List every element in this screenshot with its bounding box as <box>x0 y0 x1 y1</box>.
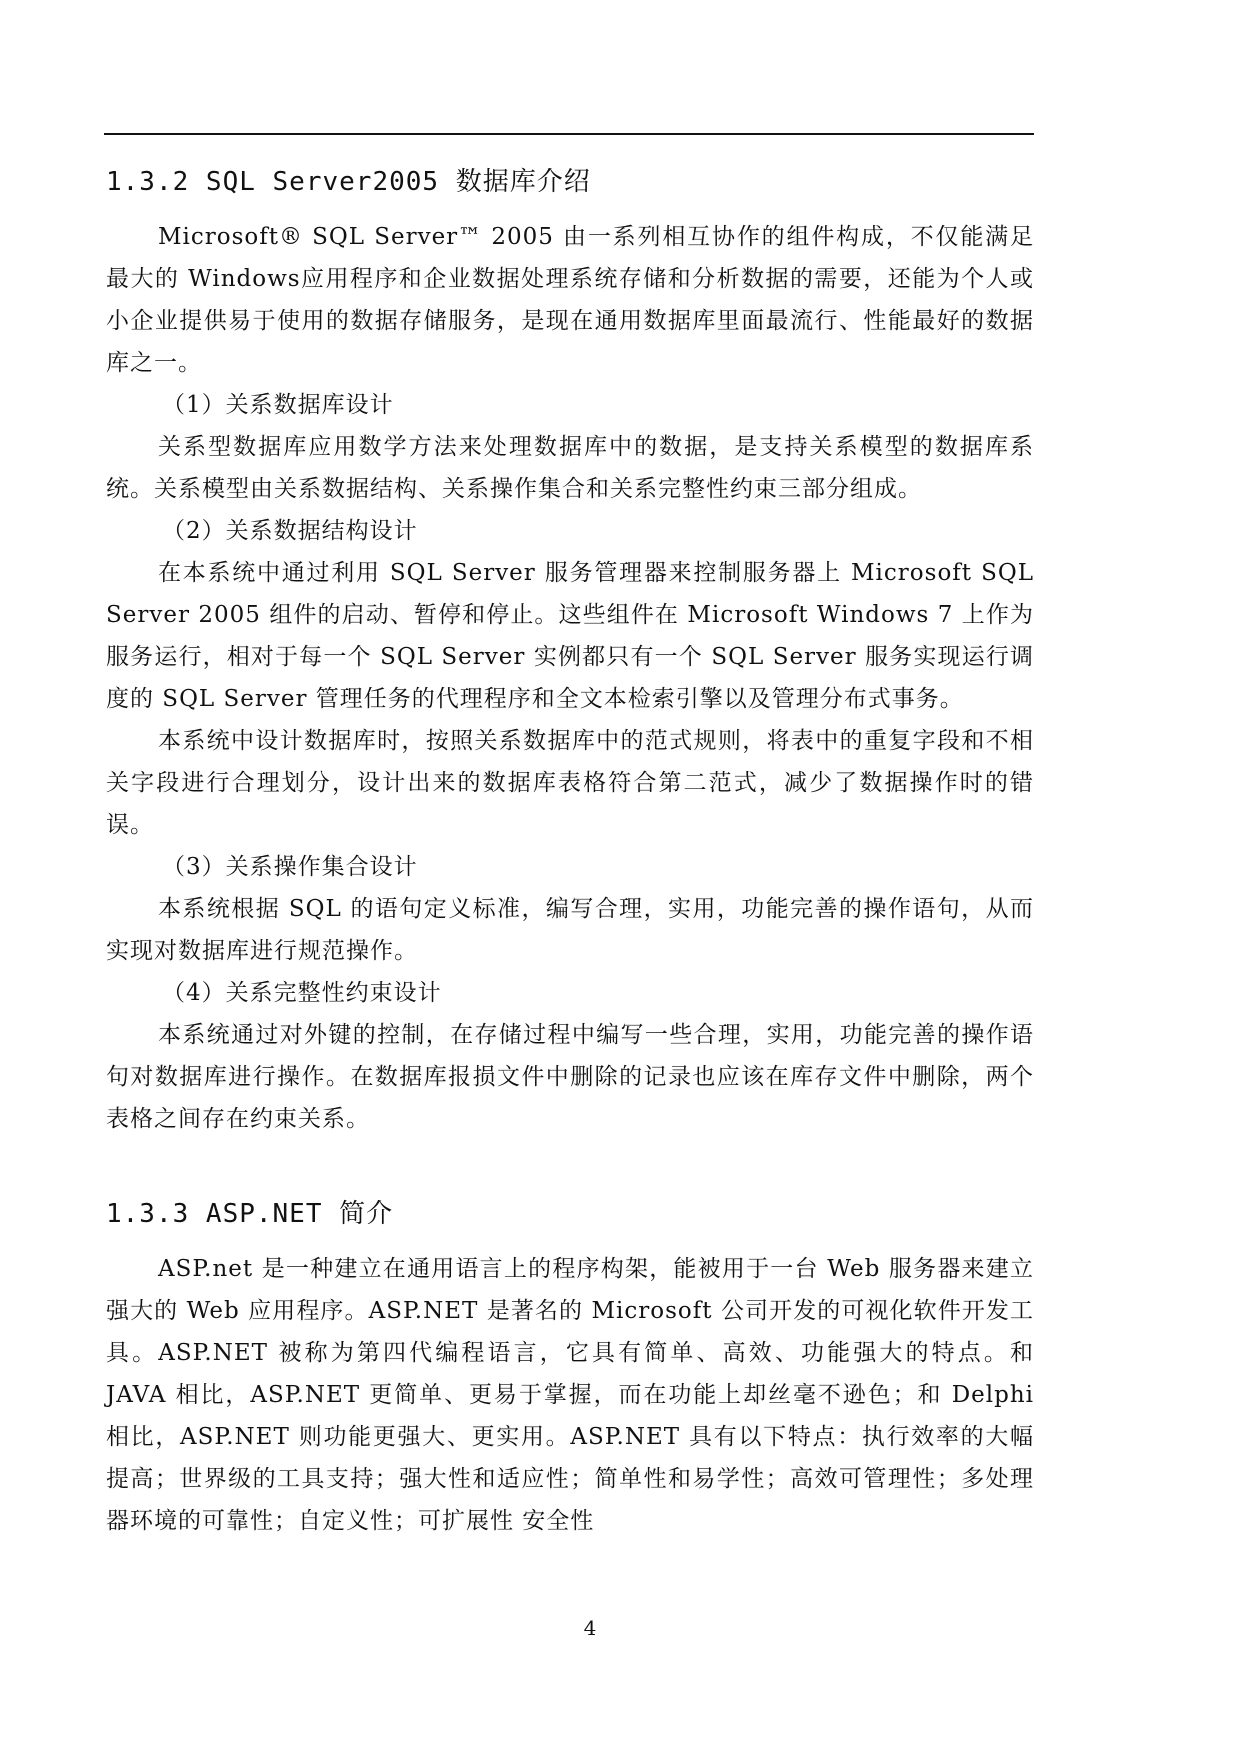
subheading-operation-set-design: （3）关系操作集合设计 <box>162 854 418 880</box>
paragraph-normal-form: 本系统中设计数据库时，按照关系数据库中的范式规则，将表中的重复字段和不相关字段进行合理划分，设计出来的数据库表格符合第二范式，减少了数据操作时的错误。 <box>106 728 1034 838</box>
section-heading-aspnet: 1.3.3 ASP.NET 简介 <box>106 1199 394 1229</box>
paragraph-relational-db-design: 关系型数据库应用数学方法来处理数据库中的数据，是支持关系模型的数据库系统。关系模型由关系数据结构、关系操作集合和关系完整性约束三部分组成。 <box>106 434 1034 502</box>
subheading-relational-db-design: （1）关系数据库设计 <box>162 392 394 418</box>
page-number: 4 <box>583 1616 597 1640</box>
paragraph-integrity-constraint-design: 本系统通过对外键的控制，在存储过程中编写一些合理，实用，功能完善的操作语句对数据库进行操作。在数据库报损文件中删除的记录也应该在库存文件中删除，两个表格之间存在约束关系。 <box>106 1022 1034 1132</box>
section-heading-sql-server: 1.3.2 SQL Server2005 数据库介绍 <box>106 167 591 197</box>
header-rule <box>104 133 1034 135</box>
paragraph-data-structure-design: 在本系统中通过利用 SQL Server 服务管理器来控制服务器上 Microsoft SQL Server 2005 组件的启动、暂停和停止。这些组件在 Microsoft Windows 7 上作为服务运行，相对于每一个 SQL Server 实例都只有一个 SQL Server 服务实现运行调度的 SQL Server 管理任务的代理程序和全文本检索引擎以及管理分布式事务。 <box>106 560 1034 712</box>
page-content <box>106 160 1034 1542</box>
paragraph-operation-set-design: 本系统根据 SQL 的语句定义标准，编写合理，实用，功能完善的操作语句，从而实现对数据库进行规范操作。 <box>106 896 1034 964</box>
paragraph-aspnet-intro: ASP.net 是一种建立在通用语言上的程序构架，能被用于一台 Web 服务器来建立强大的 Web 应用程序。ASP.NET 是著名的 Microsoft 公司开发的可视化软件开发工具。ASP.NET 被称为第四代编程语言，它具有简单、高效、功能强大的特点。和 JAVA 相比，ASP.NET 更简单、更易于掌握，而在功能上却丝毫不逊色；和 Delphi 相比，ASP.NET 则功能更强大、更实用。ASP.NET 具有以下特点：执行效率的大幅提高；世界级的工具支持；强大性和适应性；简单性和易学性；高效可管理性；多处理器环境的可靠性；自定义性；可扩展性 安全性 <box>106 1256 1034 1534</box>
subheading-integrity-constraint-design: （4）关系完整性约束设计 <box>162 980 442 1006</box>
paragraph-sql-server-intro: Microsoft® SQL Server™ 2005 由一系列相互协作的组件构成，不仅能满足最大的 Windows应用程序和企业数据处理系统存储和分析数据的需要，还能为个人或小企业提供易于使用的数据存储服务，是现在通用数据库里面最流行、性能最好的数据库之一。 <box>106 224 1034 376</box>
subheading-data-structure-design: （2）关系数据结构设计 <box>162 518 418 544</box>
